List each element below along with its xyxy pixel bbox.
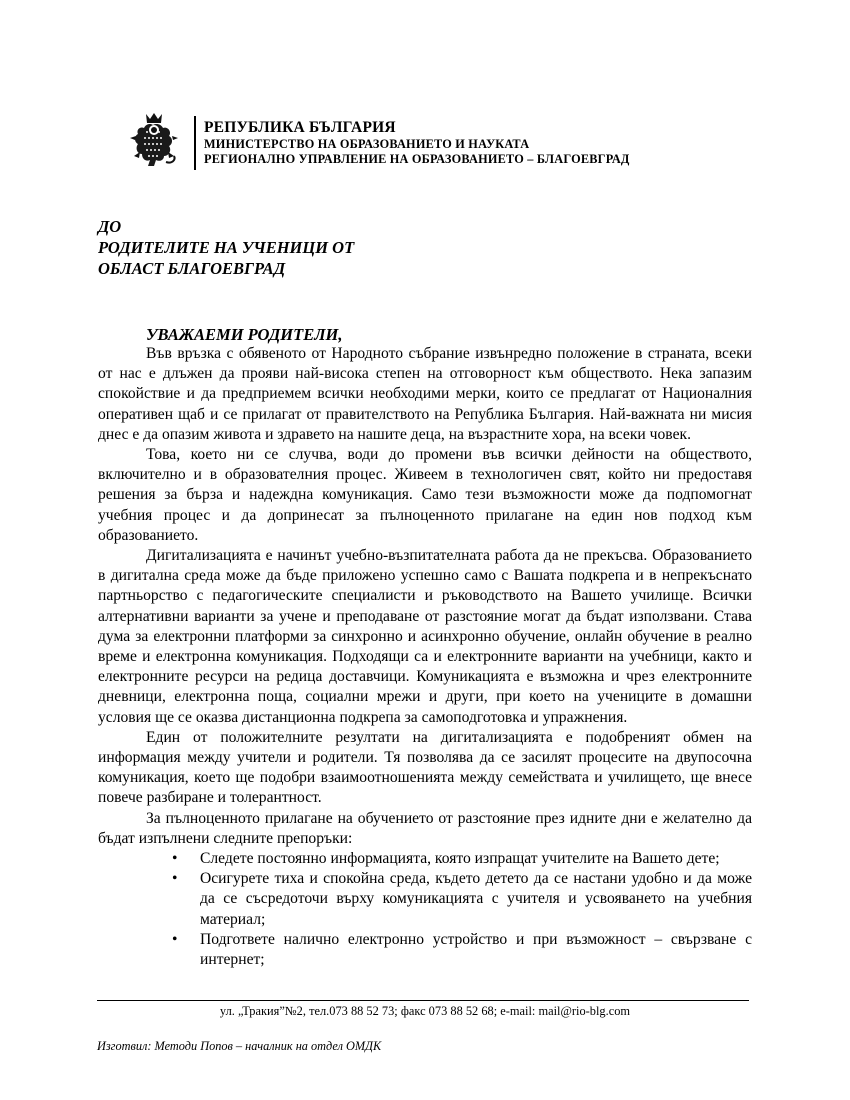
list-item: • Следете постоянно информацията, която изпращат учителите на Вашето дете; xyxy=(98,849,752,869)
addressee-line: ДО xyxy=(98,217,122,236)
body-paragraph: Във връзка с обявеното от Народното събрание извънредно положение в страната, всеки от нас е длъжен да прояви най-висока степен на отговорност към обществото. Нека запазим спокойствие и да предприемем всички необходими мерки, които се предлагат от Националния оперативен щаб и се прилагат от правителството на Република България. Най-важната ни мисия днес е да опазим живота и здравето на нашите деца, на възрастните хора, на всеки човек. xyxy=(98,345,752,443)
body-paragraph: Един от положителните резултати на дигитализацията е подобреният обмен на информация между учители и родители. Тя позволява да се засилят процесите на двупосочна комуникация, което ще подобри взаимоотношенията между семействата и училището, ще внесе повече разбиране и толерантност. xyxy=(98,728,752,807)
recommendations-list xyxy=(98,849,752,970)
ministry-name: МИНИСТЕРСТВО НА ОБРАЗОВАНИЕТО И НАУКАТА xyxy=(204,137,530,151)
footer-contact: ул. „Тракия”№2, тел.073 88 52 73; факс 073 88 52 68; e-mail: mail@rio-blg.com xyxy=(219,1004,631,1018)
body-paragraph: Това, което ни се случва, води до промени във всички дейности на обществото, включително и в образователния процес. Живеем в технологичен свят, който ни предоставя решения за бърза и надеждна комуникация. Само тези възможности може да подпомогнат учебния процес и да допринесат за пълноценното прилагане на един нов подход към образованието. xyxy=(98,446,752,544)
header-text xyxy=(204,118,630,167)
addressee-block xyxy=(98,216,354,279)
letter-body xyxy=(98,344,752,970)
prepared-by: Изготвил: Методи Попов – началник на отдел ОМДК xyxy=(97,1039,382,1053)
list-item: • Подгответе налично електронно устройство и при възможност – свързване с интернет; xyxy=(98,930,752,970)
regional-office-name: РЕГИОНАЛНО УПРАВЛЕНИЕ НА ОБРАЗОВАНИЕТО – БЛАГОЕВГРАД xyxy=(204,152,630,166)
addressee-line: РОДИТЕЛИТЕ НА УЧЕНИЦИ ОТ xyxy=(98,238,355,257)
footer-divider xyxy=(97,1000,749,1001)
addressee-line: ОБЛАСТ БЛАГОЕВГРАД xyxy=(98,259,286,278)
republic-name: РЕПУБЛИКА БЪЛГАРИЯ xyxy=(204,119,396,136)
list-item: • Осигурете тиха и спокойна среда, където детето да се настани удобно и да може да се съсредоточи върху комуникацията с учителя и усвояването на учебния материал; xyxy=(98,869,752,930)
header-divider xyxy=(194,116,196,170)
body-paragraph: Дигитализацията е начинът учебно-възпитателната работа да не прекъсва. Образованието в дигитална среда може да бъде приложено успешно само с Вашата подкрепа и в непрекъснато партньорство с педагогическите специалисти и ръководството на Вашето училище. Всички алтернативни варианти за учене и преподаване от разстояние могат да бъдат използвани. Става дума за електронни платформи за синхронно и асинхронно обучение, онлайн обучение в реално време и електронна комуникация. Подходящи са и електронните варианти на учебници, както и електронните ресурси на редица доставчици. Комуникацията е възможна и чрез електронните дневници, електронна поща, социални мрежи и други, при което на учениците в домашни условия ще се оказва дистанционна подкрепа за самоподготовка и упражнения. xyxy=(98,547,752,726)
letterhead xyxy=(118,112,758,174)
salutation: УВАЖАЕМИ РОДИТЕЛИ, xyxy=(146,325,343,344)
bulgarian-coat-of-arms-icon xyxy=(126,112,182,170)
body-paragraph: За пълноценното прилагане на обучението от разстояние през идните дни е желателно да бъдат изпълнени следните препоръки: xyxy=(98,809,752,847)
